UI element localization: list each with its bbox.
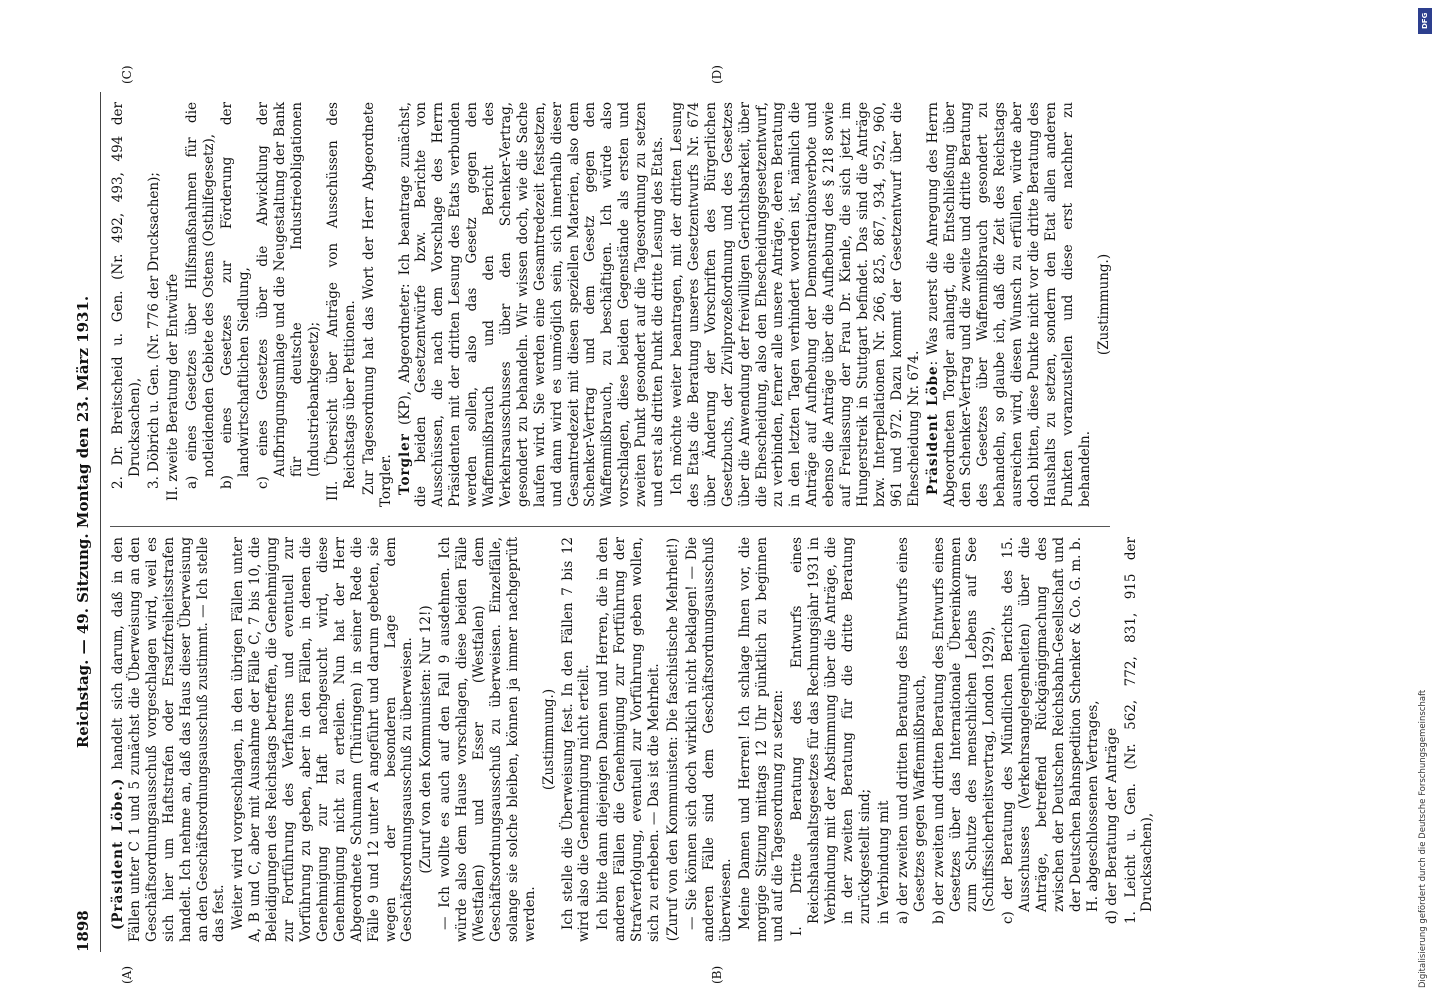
digitization-credit (1418, 8, 1432, 988)
speaker-name: Präsident Löbe (924, 365, 941, 495)
margin-marker-a: (A) (120, 965, 134, 984)
paragraph (876, 537, 893, 942)
paragraph-text: (KP), Abgeordneter: Ich beantrage zunächst, die beiden Gesetzentwürfe bzw. Berichte von Ausschüssen, die nach dem Vorschlage des Herrn Präsidenten mit der dritten Lesung des Etats verbunden werden sollen, also das Gesetz gegen den Waffenmißbrauch und den Bericht des Verkehrsausschusses über den Schenker-Vertrag, gesondert zu behandeln. Wir wissen doch, wie die Sache laufen wird. Sie werden eine Gesamtredezeit festsetzen, und dann wird es unmöglich sein, sich innerhalb dieser Gesamtredezeit mit diesen speziellen Materien, also dem Schenker-Vertrag und dem Gesetz gegen den Waffenmißbrauch, zu beschäftigen. Ich würde also vorschlagen, diese beiden Gegenstände als ersten und zweiten Punkt gesondert auf die Tagesordnung zu setzen und erst als dritten Punkt die dritte Lesung des Etats. (396, 102, 667, 507)
paragraph-text: d) der Beratung der Anträge (1103, 727, 1120, 924)
paragraph (418, 537, 435, 942)
paragraph-text: Weiter wird vorgeschlagen, in den übrigen Fällen unter A, B und C, aber mit Ausnahme der Fälle C, 7 bis 10, die Beleidigungen des Reichstags betreffen, die Genehmigung zur Fortführung des Verfahrens und eventuell zur Vorführung zu geben, aber in den Fällen, in denen die Genehmigung zur Haft nachgesucht wird, diese Genehmigung nicht zu erteilen. Nun hat der Herr Abgeordnete Schumann (Thüringen) in seiner Rede die Fälle 9 und 12 unter A angeführt und darum gebeten, sie wegen der besonderen Lage dem Geschäftsordnungsausschuß zu überweisen. (230, 537, 416, 942)
paragraph-text: (Zuruf von den Kommunisten: Die faschistische Mehrheit!) (665, 537, 681, 942)
paragraph (669, 102, 923, 507)
paragraph (184, 102, 218, 507)
paragraph (165, 102, 182, 507)
paragraph (1104, 537, 1121, 942)
paragraph-text: b) der zweiten und dritten Beratung des Entwurfs eines Gesetzes über das Internationale Übereinkommen zum Schutze des menschlichen Lebens auf See (Schiffssicherheitsvertrag, London 1929), (930, 537, 998, 924)
paragraph (1123, 537, 1157, 942)
paragraph-text: (Zustimmung.) (540, 688, 557, 791)
paragraph (1096, 102, 1113, 507)
paragraph (560, 537, 594, 942)
paragraph (230, 537, 416, 942)
paragraph-text: (Zustimmung.) (1095, 253, 1112, 356)
paragraph (110, 102, 144, 507)
paragraph-text: I. Dritte Beratung des Entwurfs eines Reichshaushaltsgesetzes für das Rechnungsjahr 1931 in Verbindung mit der Abstimmung über die Anträge, die in der zweiten Beratung für die dritte Beratung zurückgestellt sind; (789, 537, 873, 936)
paragraph-text: c) eines Gesetzes über die Abwicklung der Aufbringungsumlage und die Neugestaltung der Bank für deutsche Industrieobligationen (Industriebankgesetz); (255, 102, 322, 489)
left-column (110, 537, 1156, 942)
paragraph (325, 102, 359, 507)
margin-marker-c: (C) (120, 65, 134, 84)
paragraph-text: Ich stelle die Überweisung fest. In den Fällen 7 bis 12 wird also die Genehmigung nicht erteilt. (559, 537, 593, 942)
paragraph-text: : Was zuerst die Anregung des Herrn Abgeordneten Torgler anlangt, die Entschließung über den Schenker-Vertrag und die zweite und dritte Beratung des Gesetzes über Waffenmißbrauch gesondert zu behandeln, so glaube ich, daß die Zeit des Reichstags ausreichen wird, diesen Wunsch zu erfüllen, würde aber doch bitten, diese Punkte nicht vor die dritte Beratung des Haushalts zu setzen, sondern den Etat allen anderen Punkten voranzustellen und diese erst nachher zu behandeln. (924, 102, 1093, 507)
speaker-name: (Präsident Löbe.) (110, 777, 126, 930)
credit-text: Digitalisierung gefördert durch die Deutsche Forschungsgemeinschaft (1418, 689, 1428, 988)
paragraph-text: in Verbindung mit (875, 800, 892, 924)
paragraph-text: c) der Beratung des Mündlichen Berichts des 15. Ausschusses (Verkehrsangelegenheiten) über die Anträge, betreffend Rückgängigmachung des zwischen der Deutschen Reichsbahn-Gesellschaft und der Deutschen Bahnspedition Schenker & Co. G. m. b. H. abgeschlossenen Vertrages, (1000, 537, 1101, 924)
paragraph (665, 537, 682, 942)
paragraph-text: Ich möchte weiter beantragen, mit der dritten Lesung des Etats die Beratung unseres Gesetzentwurfs Nr. 674 über Änderung der Vorschriften des Bürgerlichen Gesetzbuchs, der Zivilprozeßordnung und des Gesetzes über die Anwendung der freiwilligen Gerichtsbarkeit, über die Ehescheidung, also den Ehescheidungsgesetzentwurf, zu verbinden, ferner alle unsere Anträge, deren Beratung in den letzten Tagen verhindert worden ist, nämlich die Anträge auf Aufhebung der Demonstrationsverbote und ebenso die Anträge über die Aufhebung des § 218 sowie auf Freilassung der Frau Dr. Kienle, die sich jetzt im Hungerstreik in Stuttgart befindet. Das sind die Anträge bzw. Interpellationen Nr. 266, 825, 867, 934, 952, 960, 961 und 972. Dazu kommt der Gesetzentwurf über die Ehescheidung Nr. 674. (669, 102, 922, 507)
paragraph-text: Zur Tagesordnung hat das Wort der Herr Abgeordnete Torgler. (360, 102, 394, 507)
page-number: 1898 (74, 910, 92, 952)
paragraph-text: II. zweite Beratung der Entwürfe (164, 273, 181, 501)
paragraph (397, 102, 668, 507)
paragraph (895, 537, 929, 942)
paragraph (684, 537, 735, 942)
paragraph (110, 537, 228, 942)
scanned-page (70, 65, 1156, 984)
margin-marker-d: (D) (710, 65, 724, 84)
paragraph-text: — Ich wollte es auch auf den Fall 9 ausdehnen. Ich würde also dem Hause vorschlagen, diese beiden Fälle (Westfalen) und Esser (Westfalen) dem Geschäftsordnungsausschuß zu überweisen. Einzelfälle, solange sie solche bleiben, können ja immer nachgeprüft werden. (437, 537, 538, 942)
column-divider (110, 526, 1110, 527)
paragraph (255, 102, 323, 507)
paragraph-text: (Zuruf von den Kommunisten: Nur 12!) (418, 605, 435, 874)
paragraph (146, 102, 163, 507)
paragraph-text: 2. Dr. Breitscheid u. Gen. (Nr. 492, 493, 494 der Drucksachen), (110, 102, 143, 489)
paragraph-text: 3. Döbrich u. Gen. (Nr. 776 der Drucksachen); (145, 172, 162, 489)
paragraph-text: 1. Leicht u. Gen. (Nr. 562, 772, 831, 915 der Drucksachen), (1122, 537, 1156, 924)
paragraph (1000, 537, 1101, 942)
margin-marker-b: (B) (710, 965, 724, 984)
paragraph-text: handelt sich darum, daß in den Fällen unter C 1 und 5 zunächst die Überweisung an den Geschäftsordnungsausschuß vorgeschlagen wird, weil es sich hier um Haftstrafen oder Ersatzfreiheitsstrafen handelt. Ich nehme an, daß das Haus dieser Überweisung an den Geschäftsordnungsausschuß zustimmt. — Ich stelle das fest. (110, 537, 228, 942)
paragraph-text: Ich bitte dann diejenigen Damen und Herren, die in den anderen Fällen die Genehmigung zur Fortführung der Strafverfolgung, eventuell zur Vorführung geben wollen, sich zu erheben. — Das ist die Mehrheit. (595, 537, 663, 942)
paragraph (361, 102, 395, 507)
paragraph (931, 537, 999, 942)
paragraph (595, 537, 663, 942)
paragraph (219, 102, 253, 507)
speaker-name: Torgler (396, 433, 413, 495)
paragraph (789, 537, 874, 942)
paragraph-text: Meine Damen und Herren! Ich schlage Ihnen vor, die morgige Sitzung mittags 12 Uhr pünktlich zu beginnen und auf die Tagesordnung zu setzen: (736, 537, 787, 942)
paragraph (925, 102, 1094, 507)
paragraph-text: a) eines Gesetzes über Hilfsmaßnahmen für die notleidenden Gebiete des Ostens (Osthilfegesetz), (183, 102, 217, 489)
dfg-logo: DFG (1418, 8, 1432, 34)
paragraph (437, 537, 538, 942)
page-header (70, 92, 101, 952)
running-head: Reichstag. — 49. Sitzung. Montag den 23. März 1931. (74, 295, 92, 749)
paragraph (541, 537, 558, 942)
paragraph (737, 537, 788, 942)
paragraph-text: III. Übersicht über Anträge von Ausschüssen des Reichstags über Petitionen. (324, 102, 358, 501)
paragraph-text: — Sie können sich doch wirklich nicht beklagen! — Die anderen Fälle sind dem Geschäftsordnungsausschuß überwiesen. (683, 537, 734, 942)
paragraph-text: b) eines Gesetzes zur Förderung der landwirtschaftlichen Siedlung, (219, 102, 253, 489)
right-column (110, 102, 1125, 507)
paragraph-text: a) der zweiten und dritten Beratung des Entwurfs eines Gesetzes gegen Waffenmißbrauch, (894, 537, 928, 924)
